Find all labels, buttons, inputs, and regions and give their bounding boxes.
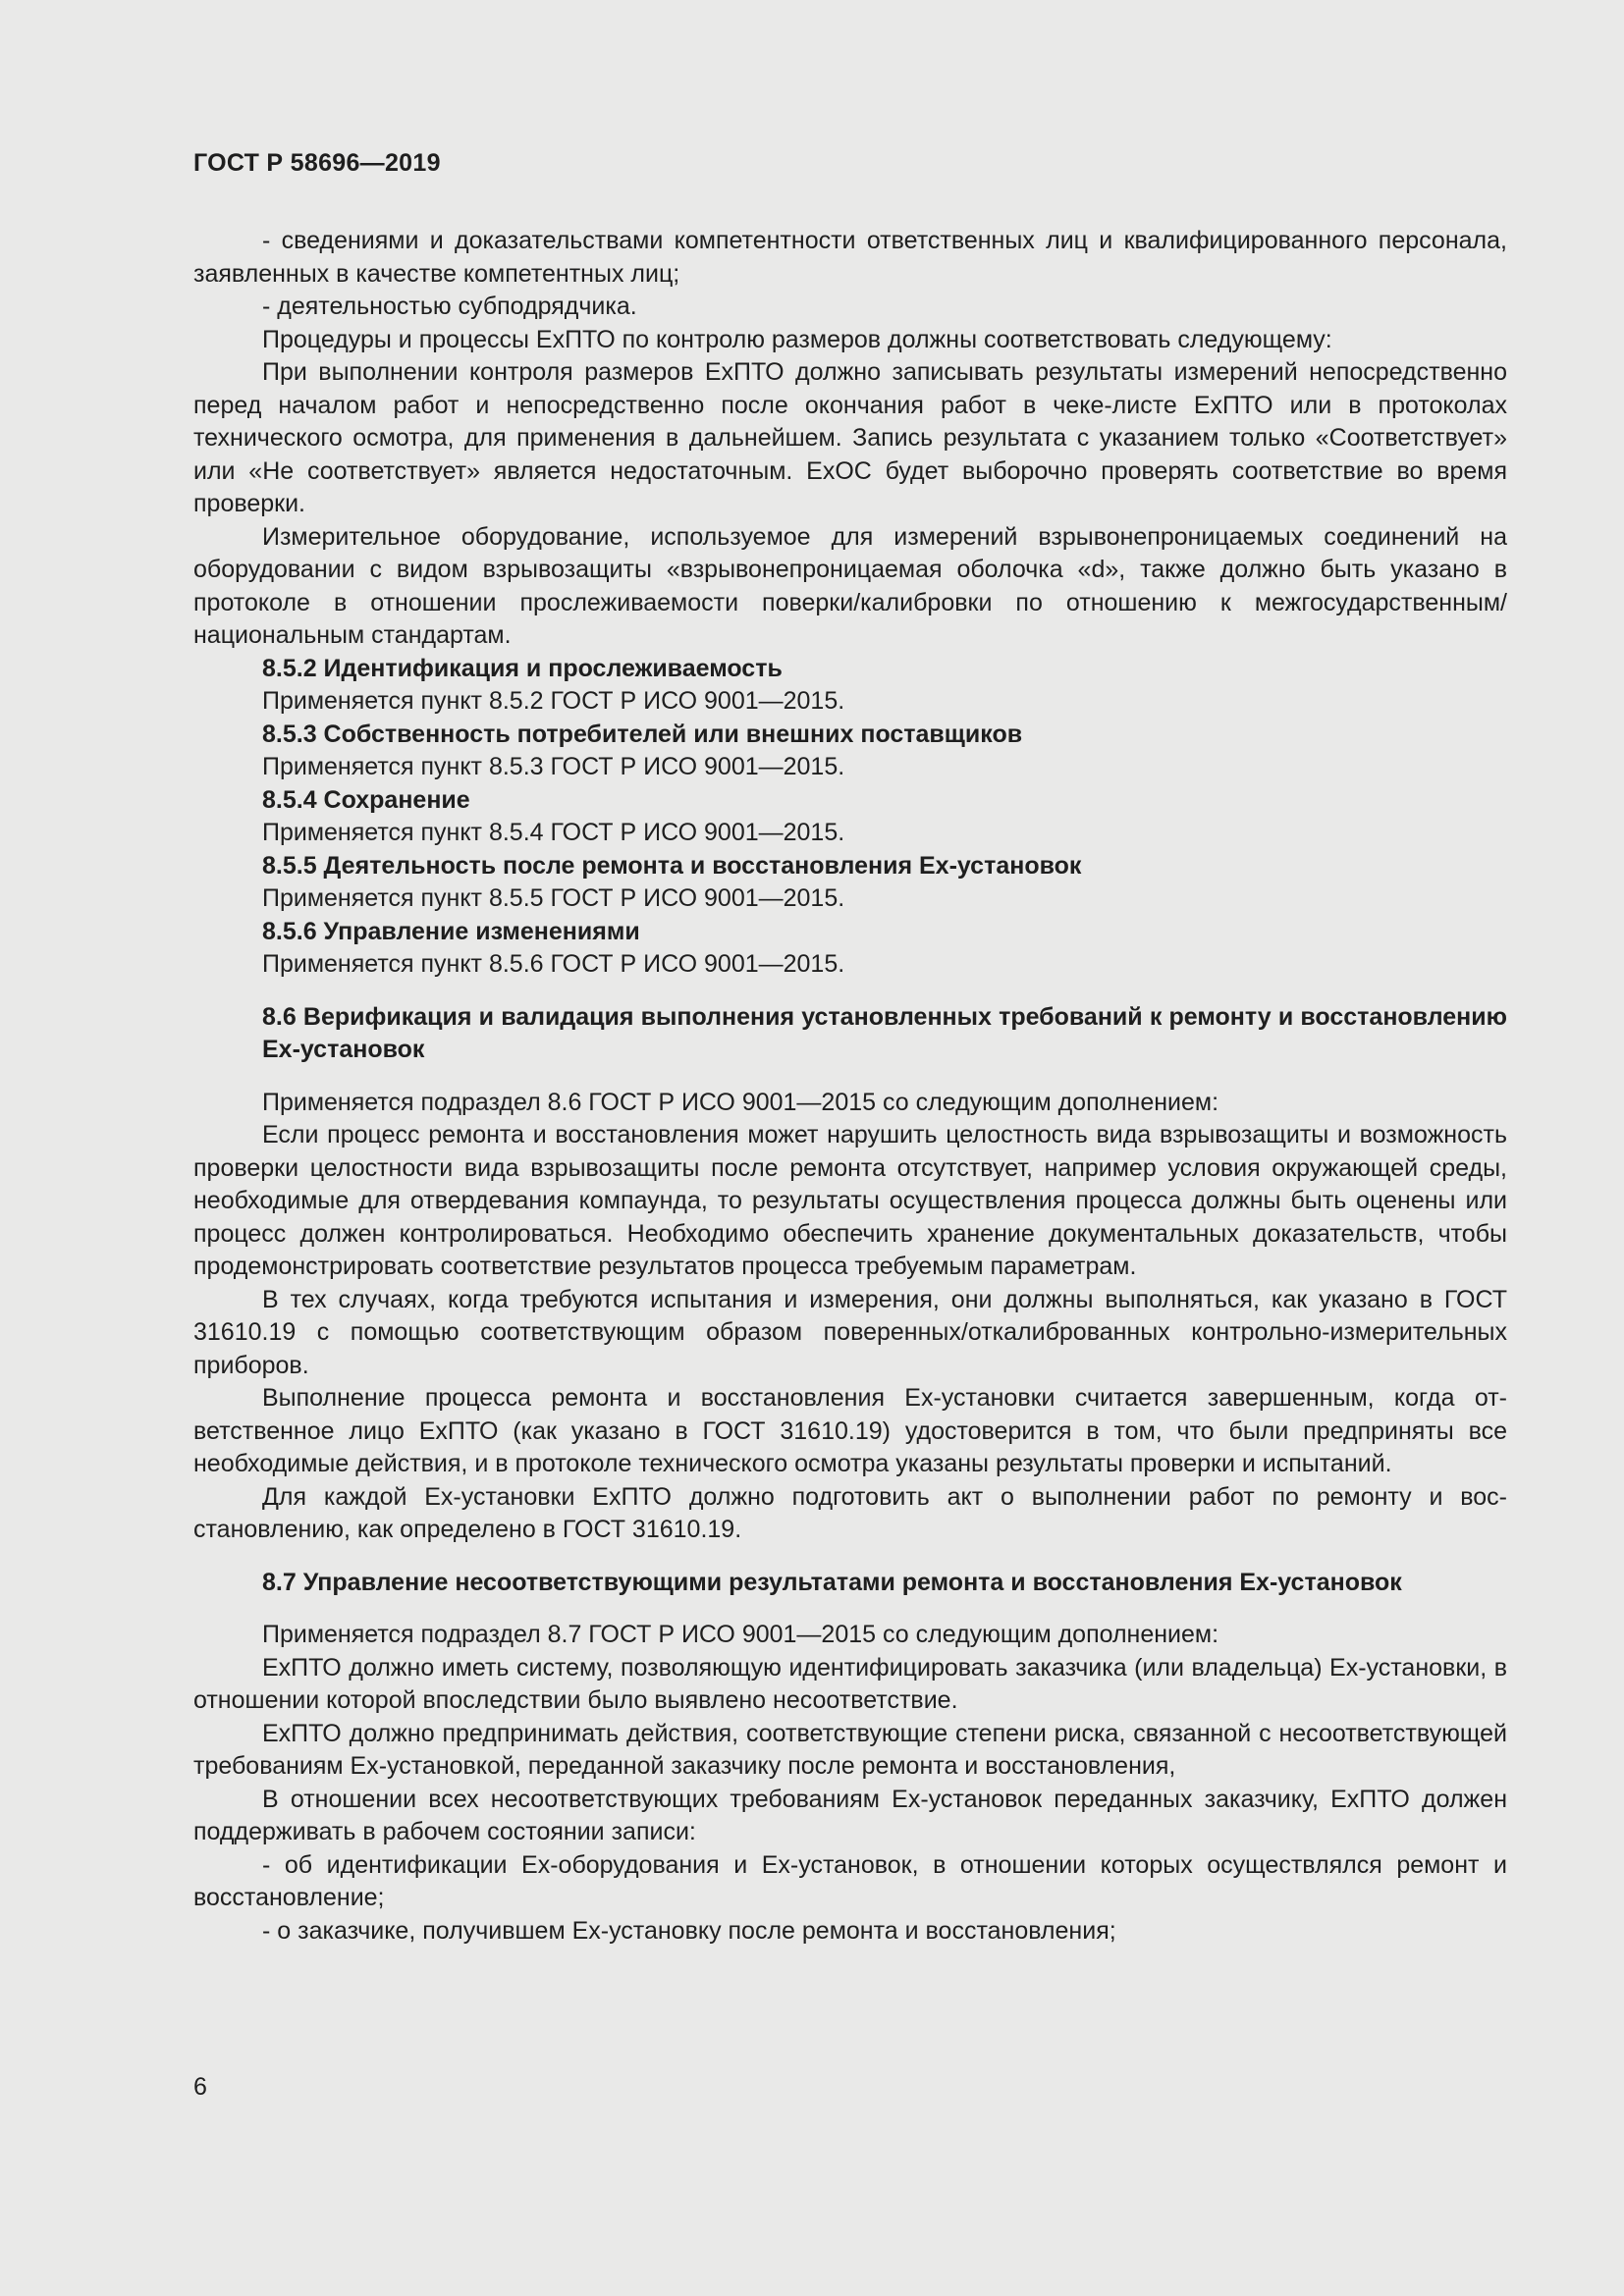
paragraph: При выполнении контроля размеров ЕхПТО должно записывать результаты измерений непосредственно перед началом работ и непосредственно после окончания работ в чеке-листе ЕхПТО или в протоколах технического осмотра, для применения в дальнейшем. Запись результата с указанием только «Соответствует» или «Не соответствует» является недостаточным. ЕхОС будет выборочно проверять соответствие во время проверки. (193, 358, 1507, 517)
subsection-heading: 8.5.3 Собственность потребителей или внешних поставщиков (262, 720, 1023, 748)
paragraph: Если процесс ремонта и восстановления может нарушить целостность вида взрывозащиты и возможность проверки целостности вида взрывозащиты после ремонта отсутствует, например условия окружающей среды, необходимые для отвердевания компаунда, то результаты осуществления процесса должны быть оценены или процесс должен контролироваться. Необходимо обеспечить хранение документальных доказательств, чтобы продемонстрировать соответствие результатов процесса требуемым параметрам. (193, 1121, 1507, 1280)
list-item: - деятельностью субподрядчика. (262, 293, 637, 320)
paragraph: ЕхПТО должно предпринимать действия, соответствующие степени риска, связанной с несоответствующей требованиям Ех-установкой, переданной заказчику после ремонта и восстановления, (193, 1719, 1507, 1780)
paragraph: В тех случаях, когда требуются испытания и измерения, они должны выполняться, как указано в ГОСТ 31610.19 с помощью соответствующим образом поверенных/откалиброванных контрольно-измерительных приборов. (193, 1285, 1507, 1379)
subsection-heading: 8.5.6 Управление изменениями (262, 917, 640, 945)
paragraph: Измерительное оборудование, используемое для измерений взрывонепроницаемых соединений на оборудовании с видом взрывозащиты «взрывонепроницаемая оболочка «d», также должно быть указано в протоколе в отношении прослеживаемости поверки/калибровки по отношению к межгосударственным/национальным стандартам. (193, 522, 1507, 649)
list-item: - об идентификации Ех-оборудования и Ех-установок, в отношении которых осуществлялся ремонт и восстановление; (193, 1850, 1507, 1911)
page-number: 6 (193, 2073, 207, 2101)
paragraph: Применяется пункт 8.5.3 ГОСТ Р ИСО 9001—2015. (262, 753, 845, 780)
subsection-heading: 8.5.2 Идентификация и прослеживаемость (262, 654, 783, 682)
paragraph: Применяется пункт 8.5.4 ГОСТ Р ИСО 9001—2015. (262, 819, 845, 846)
paragraph: Применяется пункт 8.5.5 ГОСТ Р ИСО 9001—2015. (262, 884, 845, 912)
document-header: ГОСТ Р 58696—2019 (193, 149, 441, 177)
paragraph: Применяется пункт 8.5.6 ГОСТ Р ИСО 9001—2015. (262, 950, 845, 978)
paragraph: ЕхПТО должно иметь систему, позволяющую идентифицировать заказчика (или владельца) Ех-установки, в отношении которой впоследствии было выявлено несоответствие. (193, 1653, 1507, 1714)
list-item: - сведениями и доказательствами компетентности ответственных лиц и квалифицированного персонала, заявленных в качестве компетентных лиц; (193, 227, 1507, 288)
document-body (193, 225, 1507, 1948)
paragraph: Для каждой Ех-установки ЕхПТО должно подготовить акт о выполнении работ по ремонту и восстановлению, как определено в ГОСТ 31610.19. (193, 1482, 1507, 1543)
subsection-heading: 8.5.5 Деятельность после ремонта и восстановления Ех-установок (262, 851, 1082, 880)
section-heading: 8.7 Управление несоответствующими результатами ремонта и восстановления Ех-установок (262, 1568, 1402, 1596)
section-heading: 8.6 Верификация и валидация выполнения установленных требований к ремонту и восстановлению Ех-установок (262, 1002, 1507, 1063)
list-item: - о заказчике, получившем Ех-установку после ремонта и восстановления; (262, 1916, 1116, 1945)
paragraph: Применяется подраздел 8.7 ГОСТ Р ИСО 9001—2015 со следующим дополнением: (262, 1621, 1219, 1648)
paragraph: Применяется подраздел 8.6 ГОСТ Р ИСО 9001—2015 со следующим дополнением: (262, 1088, 1219, 1116)
paragraph: В отношении всех несоответствующих требованиям Ех-установок переданных заказчику, ЕхПТО должен поддерживать в рабочем состоянии записи: (193, 1785, 1507, 1845)
paragraph: Выполнение процесса ремонта и восстановления Ех-установки считается завершенным, когда ответственное лицо ЕхПТО (как указано в ГОСТ 31610.19) удостоверится в том, что были предприняты все необходимые действия, и в протоколе технического осмотра указаны результаты проверки и испытаний. (193, 1384, 1507, 1477)
subsection-heading: 8.5.4 Сохранение (262, 785, 470, 814)
paragraph: Процедуры и процессы ЕхПТО по контролю размеров должны соответствовать следующему: (262, 325, 1332, 353)
paragraph: Применяется пункт 8.5.2 ГОСТ Р ИСО 9001—2015. (262, 687, 845, 715)
